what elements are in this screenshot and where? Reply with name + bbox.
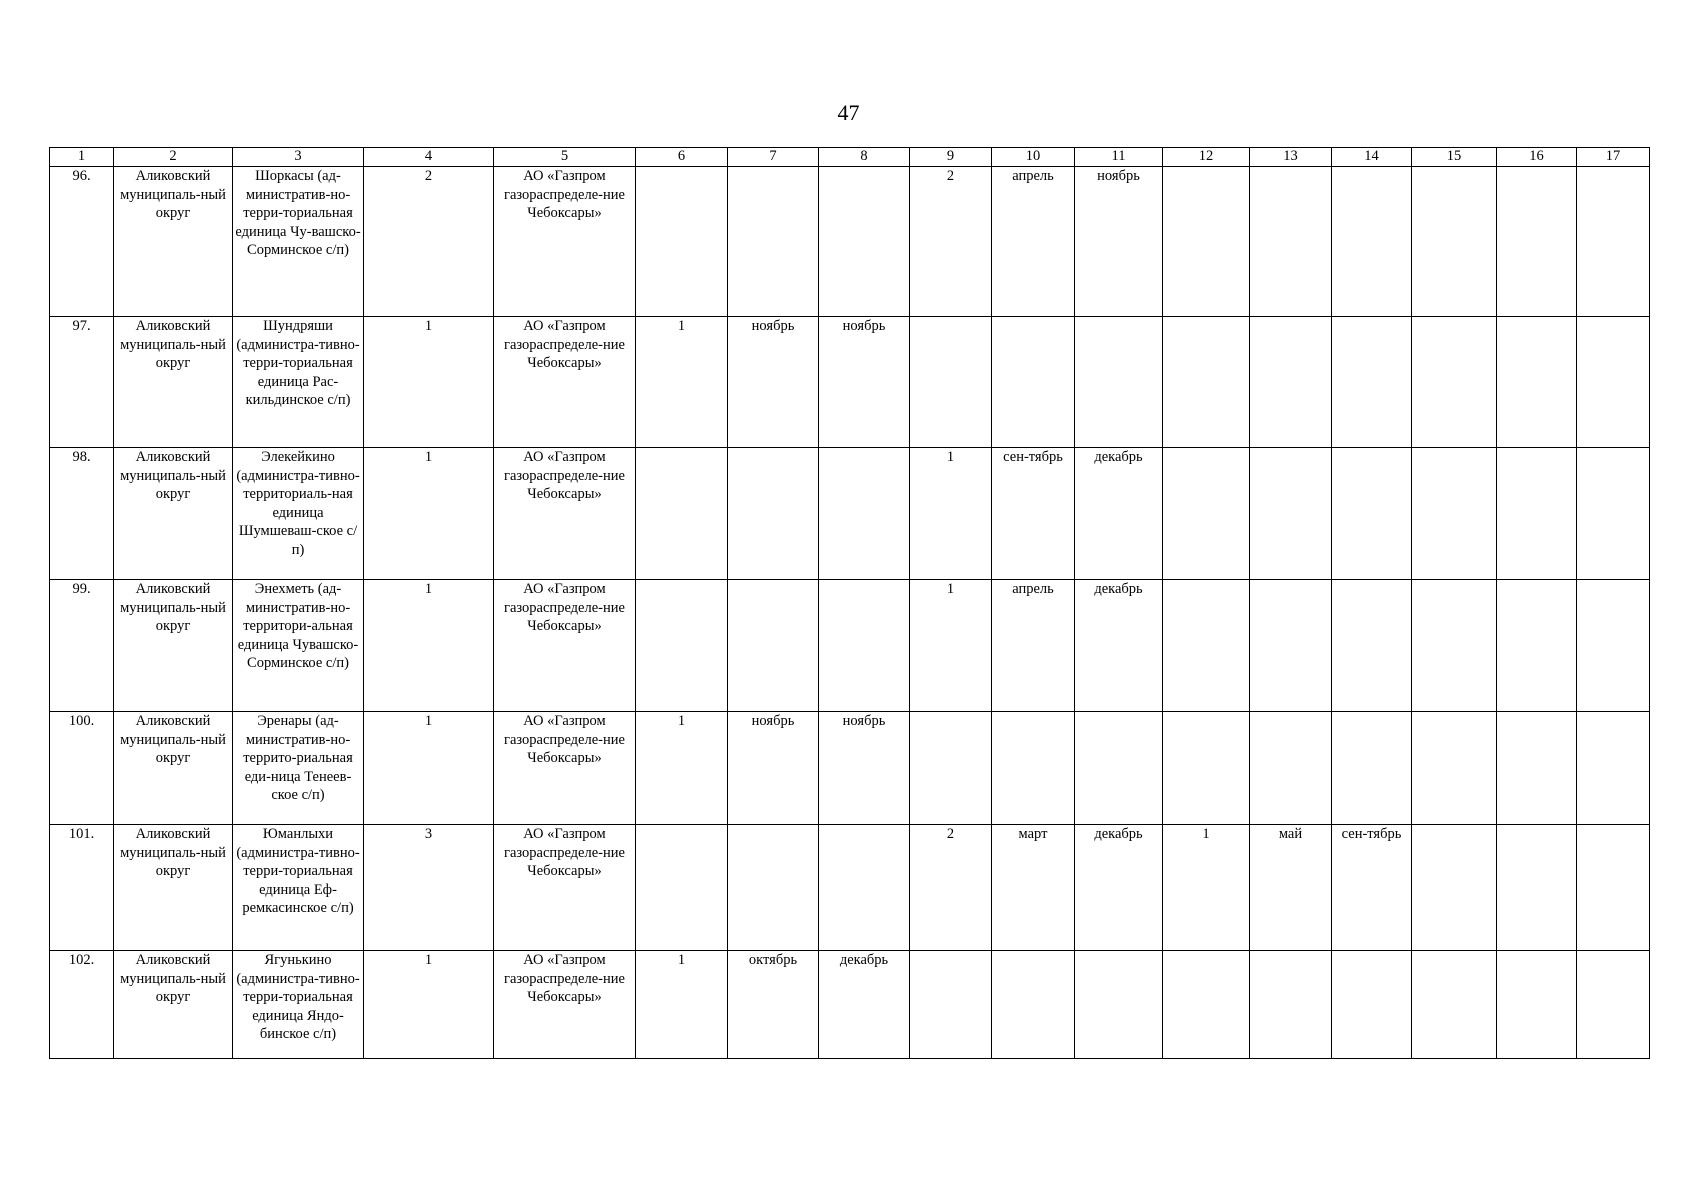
settlement-cell: Эренары (ад-министратив-но-террито-риальная еди-ница Тенеев-ское с/п) — [233, 712, 364, 825]
cell-col14 — [1332, 448, 1412, 580]
cell-col16 — [1497, 825, 1577, 951]
table-row — [50, 448, 1650, 580]
count-cell: 1 — [364, 712, 494, 825]
cell-col12: 1 — [1163, 825, 1250, 951]
cell-col17 — [1577, 951, 1650, 1059]
cell-col16 — [1497, 448, 1577, 580]
table-row — [50, 167, 1650, 317]
cell-col15 — [1412, 317, 1497, 448]
district-cell: Аликовский муниципаль-ный округ — [114, 951, 233, 1059]
cell-col16 — [1497, 580, 1577, 712]
column-header: 12 — [1163, 148, 1250, 167]
cell-col6 — [636, 825, 728, 951]
cell-col15 — [1412, 825, 1497, 951]
cell-col7 — [728, 825, 819, 951]
district-cell: Аликовский муниципаль-ный округ — [114, 167, 233, 317]
row-number: 98. — [50, 448, 114, 580]
cell-col11 — [1075, 951, 1163, 1059]
cell-col7: ноябрь — [728, 317, 819, 448]
cell-col17 — [1577, 712, 1650, 825]
cell-col13 — [1250, 167, 1332, 317]
district-cell: Аликовский муниципаль-ный округ — [114, 317, 233, 448]
table-row — [50, 580, 1650, 712]
cell-col9: 2 — [910, 167, 992, 317]
column-header: 3 — [233, 148, 364, 167]
cell-col8: декабрь — [819, 951, 910, 1059]
organization-cell: АО «Газпром газораспределе-ние Чебоксары» — [494, 951, 636, 1059]
cell-col10: апрель — [992, 167, 1075, 317]
settlement-cell: Шундряши (администра-тивно-терри-ториальная единица Рас-кильдинское с/п) — [233, 317, 364, 448]
cell-col7: ноябрь — [728, 712, 819, 825]
table-row — [50, 951, 1650, 1059]
cell-col13 — [1250, 317, 1332, 448]
count-cell: 2 — [364, 167, 494, 317]
cell-col12 — [1163, 167, 1250, 317]
cell-col16 — [1497, 951, 1577, 1059]
table-row — [50, 317, 1650, 448]
column-header: 6 — [636, 148, 728, 167]
column-header: 16 — [1497, 148, 1577, 167]
district-cell: Аликовский муниципаль-ный округ — [114, 580, 233, 712]
cell-col6 — [636, 448, 728, 580]
cell-col6: 1 — [636, 712, 728, 825]
cell-col15 — [1412, 167, 1497, 317]
cell-col15 — [1412, 580, 1497, 712]
column-header: 2 — [114, 148, 233, 167]
cell-col9: 2 — [910, 825, 992, 951]
table-row — [50, 825, 1650, 951]
cell-col16 — [1497, 712, 1577, 825]
cell-col11: декабрь — [1075, 448, 1163, 580]
settlement-cell: Шоркасы (ад-министратив-но-терри-ториальная единица Чу-вашско-Сорминское с/п) — [233, 167, 364, 317]
cell-col13 — [1250, 951, 1332, 1059]
organization-cell: АО «Газпром газораспределе-ние Чебоксары» — [494, 167, 636, 317]
cell-col10 — [992, 712, 1075, 825]
cell-col12 — [1163, 580, 1250, 712]
cell-col9: 1 — [910, 580, 992, 712]
row-number: 102. — [50, 951, 114, 1059]
count-cell: 3 — [364, 825, 494, 951]
column-header: 4 — [364, 148, 494, 167]
cell-col16 — [1497, 317, 1577, 448]
column-header: 8 — [819, 148, 910, 167]
cell-col8: ноябрь — [819, 317, 910, 448]
settlement-cell: Энехметь (ад-министратив-но-территори-альная единица Чувашско-Сорминское с/п) — [233, 580, 364, 712]
cell-col15 — [1412, 448, 1497, 580]
cell-col7 — [728, 167, 819, 317]
cell-col14 — [1332, 580, 1412, 712]
cell-col8: ноябрь — [819, 712, 910, 825]
cell-col14 — [1332, 951, 1412, 1059]
table-row — [50, 712, 1650, 825]
count-cell: 1 — [364, 580, 494, 712]
cell-col9 — [910, 712, 992, 825]
row-number: 97. — [50, 317, 114, 448]
cell-col8 — [819, 167, 910, 317]
count-cell: 1 — [364, 951, 494, 1059]
cell-col17 — [1577, 825, 1650, 951]
row-number: 96. — [50, 167, 114, 317]
page-number: 47 — [837, 100, 860, 125]
cell-col14 — [1332, 167, 1412, 317]
column-header: 9 — [910, 148, 992, 167]
cell-col10: сен-тябрь — [992, 448, 1075, 580]
cell-col12 — [1163, 317, 1250, 448]
cell-col10 — [992, 951, 1075, 1059]
organization-cell: АО «Газпром газораспределе-ние Чебоксары» — [494, 580, 636, 712]
cell-col7 — [728, 448, 819, 580]
cell-col15 — [1412, 951, 1497, 1059]
cell-col7: октябрь — [728, 951, 819, 1059]
schedule-table — [49, 147, 1650, 1059]
settlement-cell: Элекейкино (администра-тивно-территориаль-ная единица Шумшеваш-ское с/п) — [233, 448, 364, 580]
cell-col6: 1 — [636, 951, 728, 1059]
cell-col13 — [1250, 448, 1332, 580]
cell-col14: сен-тябрь — [1332, 825, 1412, 951]
cell-col12 — [1163, 448, 1250, 580]
cell-col9 — [910, 951, 992, 1059]
column-header: 17 — [1577, 148, 1650, 167]
cell-col11: декабрь — [1075, 825, 1163, 951]
cell-col13: май — [1250, 825, 1332, 951]
organization-cell: АО «Газпром газораспределе-ние Чебоксары» — [494, 825, 636, 951]
cell-col11: декабрь — [1075, 580, 1163, 712]
cell-col6 — [636, 580, 728, 712]
cell-col6 — [636, 167, 728, 317]
cell-col11: ноябрь — [1075, 167, 1163, 317]
cell-col16 — [1497, 167, 1577, 317]
cell-col7 — [728, 580, 819, 712]
cell-col8 — [819, 448, 910, 580]
settlement-cell: Ягунькино (администра-тивно-терри-ториальная единица Яндо-бинское с/п) — [233, 951, 364, 1059]
cell-col11 — [1075, 317, 1163, 448]
district-cell: Аликовский муниципаль-ный округ — [114, 825, 233, 951]
cell-col17 — [1577, 580, 1650, 712]
cell-col10: март — [992, 825, 1075, 951]
column-header: 10 — [992, 148, 1075, 167]
cell-col9: 1 — [910, 448, 992, 580]
cell-col11 — [1075, 712, 1163, 825]
cell-col8 — [819, 825, 910, 951]
cell-col15 — [1412, 712, 1497, 825]
cell-col13 — [1250, 712, 1332, 825]
cell-col17 — [1577, 317, 1650, 448]
row-number: 101. — [50, 825, 114, 951]
column-header: 13 — [1250, 148, 1332, 167]
count-cell: 1 — [364, 448, 494, 580]
column-header: 5 — [494, 148, 636, 167]
column-header: 15 — [1412, 148, 1497, 167]
cell-col6: 1 — [636, 317, 728, 448]
cell-col9 — [910, 317, 992, 448]
row-number: 100. — [50, 712, 114, 825]
cell-col13 — [1250, 580, 1332, 712]
cell-col8 — [819, 580, 910, 712]
organization-cell: АО «Газпром газораспределе-ние Чебоксары» — [494, 317, 636, 448]
cell-col10: апрель — [992, 580, 1075, 712]
organization-cell: АО «Газпром газораспределе-ние Чебоксары» — [494, 712, 636, 825]
cell-col12 — [1163, 951, 1250, 1059]
cell-col17 — [1577, 448, 1650, 580]
cell-col17 — [1577, 167, 1650, 317]
district-cell: Аликовский муниципаль-ный округ — [114, 712, 233, 825]
settlement-cell: Юманлыхи (администра-тивно-терри-ториальная единица Еф-ремкасинское с/п) — [233, 825, 364, 951]
header-row — [50, 148, 1650, 167]
count-cell: 1 — [364, 317, 494, 448]
row-number: 99. — [50, 580, 114, 712]
column-header: 11 — [1075, 148, 1163, 167]
column-header: 7 — [728, 148, 819, 167]
column-header: 1 — [50, 148, 114, 167]
cell-col14 — [1332, 317, 1412, 448]
cell-col10 — [992, 317, 1075, 448]
cell-col14 — [1332, 712, 1412, 825]
district-cell: Аликовский муниципаль-ный округ — [114, 448, 233, 580]
organization-cell: АО «Газпром газораспределе-ние Чебоксары» — [494, 448, 636, 580]
cell-col12 — [1163, 712, 1250, 825]
column-header: 14 — [1332, 148, 1412, 167]
